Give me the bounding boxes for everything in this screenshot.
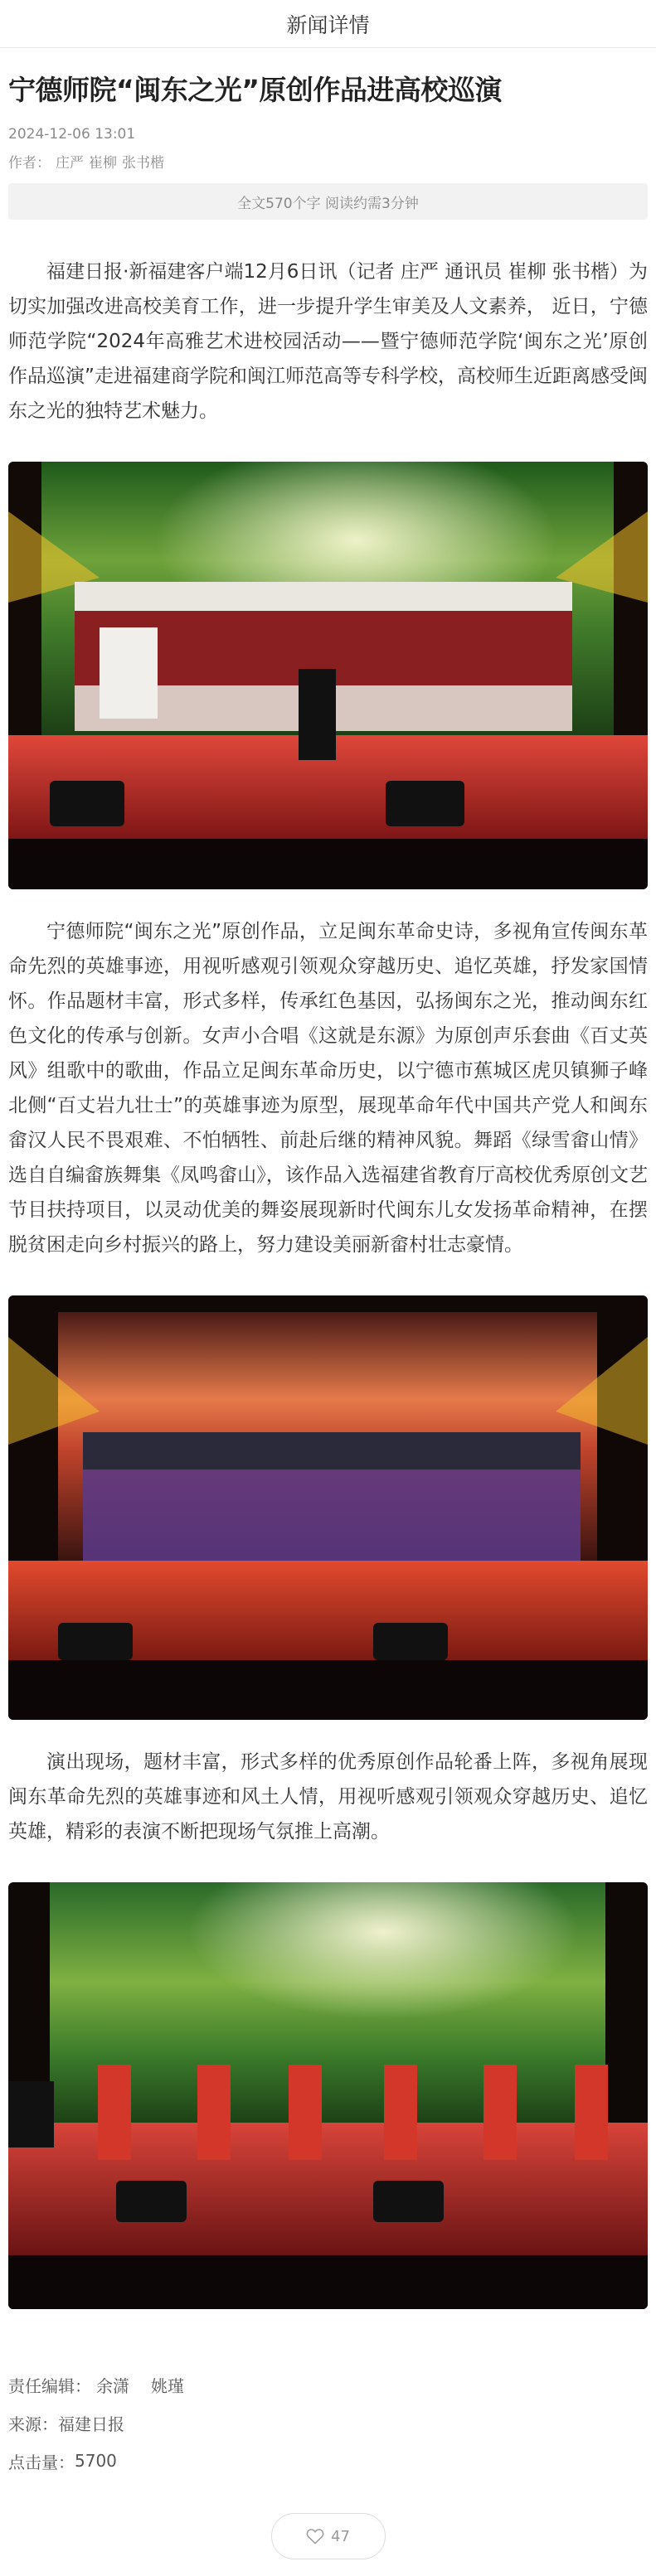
editor-name: 姚瑾	[151, 2375, 184, 2396]
like-area	[8, 2513, 648, 2576]
word-count-bar: 全文570个字 阅读约需3分钟	[8, 183, 648, 220]
article-footer-meta	[8, 2365, 648, 2480]
article-photo-choir[interactable]	[8, 462, 648, 889]
page-header-title: 新闻详情	[286, 12, 370, 37]
author-label: 作者：	[8, 155, 51, 172]
author-name: 崔柳	[89, 155, 117, 172]
article-content	[0, 71, 656, 2576]
article-photo-singers[interactable]	[8, 1882, 648, 2309]
editor-label: 责任编辑：	[8, 2375, 91, 2396]
author-name: 张书楷	[122, 155, 164, 172]
editor-line	[8, 2365, 648, 2404]
editor-name: 余潇	[96, 2375, 129, 2396]
click-count-line	[8, 2442, 648, 2480]
publish-time: 2024-12-06 13:01	[8, 126, 136, 143]
like-count: 47	[331, 2527, 350, 2545]
heart-outline-icon	[306, 2528, 324, 2545]
article-title: 宁德师院“闽东之光”原创作品进高校巡演	[8, 74, 502, 106]
article-paragraph: 福建日报·新福建客户端12月6日讯（记者 庄严 通讯员 崔柳 张书楷）为切实加强改进高校美育工作，进一步提升学生审美及人文素养， 近日，宁德师范学院“2024年高雅艺术进校园活动——暨宁德师范学院‘闽东之光’原创作品巡演”走进福建商学院和闽江师范高等专科学校，高校师生近距离感受闽东之光的独特艺术魅力。	[8, 261, 648, 422]
like-button[interactable]	[271, 2513, 386, 2559]
top-navigation-bar	[0, 0, 656, 48]
click-count-label: 点击量：	[8, 2452, 75, 2472]
source-label: 来源：	[8, 2414, 58, 2434]
article-paragraph: 演出现场，题材丰富，形式多样的优秀原创作品轮番上阵，多视角展现闽东革命先烈的英雄事迹和风土人情，用视听感观引领观众穿越历史、追忆英雄，精彩的表演不断把现场气氛推上高潮。	[8, 1751, 648, 1842]
author-name: 庄严	[56, 155, 84, 172]
click-count-value: 5700	[75, 2451, 117, 2471]
article-paragraph: 宁德师院“闽东之光”原创作品，立足闽东革命史诗，多视角宣传闽东革命先烈的英雄事迹，用视听感观引领观众穿越历史、追忆英雄，抒发家国情怀。作品题材丰富，形式多样，传承红色基因，弘扬闽东之光，推动闽东红色文化的传承与创新。女声小合唱《这就是东源》为原创声乐套曲《百丈英风》组歌中的歌曲，作品立足闽东革命历史，以宁德市蕉城区虎贝镇狮子峰北侧“百丈岩九壮士”的英雄事迹为原型，展现革命年代中国共产党人和闽东畲汉人民不畏艰难、不怕牺牲、前赴后继的精神风貌。舞蹈《绿雪畲山情》选自自编畲族舞集《凤鸣畲山》，该作品入选福建省教育厅高校优秀原创文艺节目扶持项目，以灵动优美的舞姿展现新时代闽东儿女发扬革命精神，在摆脱贫困走向乡村振兴的路上，努力建设美丽新畲村壮志豪情。	[8, 921, 648, 1256]
author-line	[8, 151, 648, 172]
source-value: 福建日报	[58, 2414, 124, 2434]
article-photo-dance[interactable]	[8, 1295, 648, 1720]
source-line	[8, 2404, 648, 2442]
